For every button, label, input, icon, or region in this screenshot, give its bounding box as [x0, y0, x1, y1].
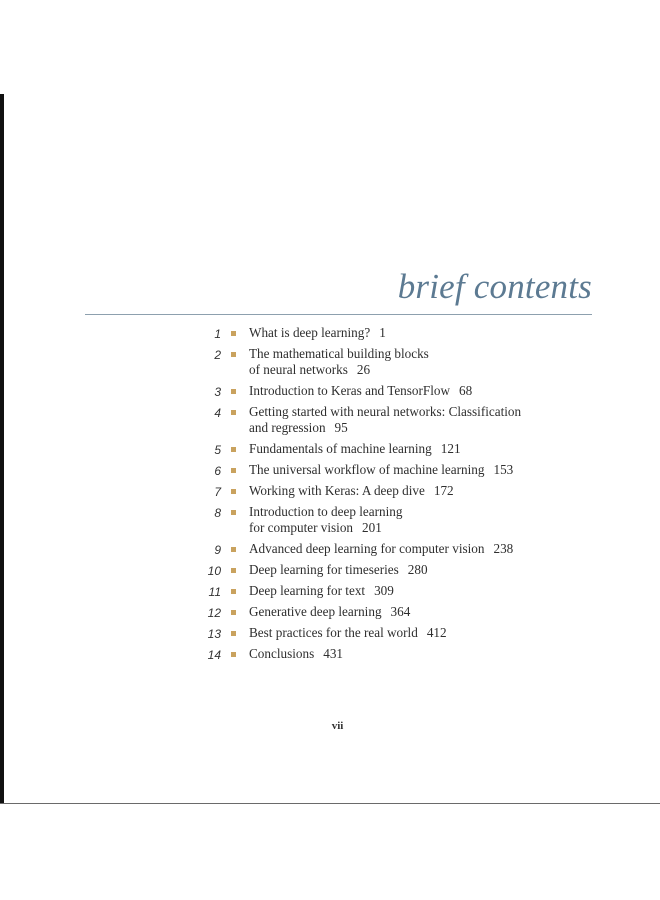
chapter-title-text: for computer vision — [249, 520, 354, 535]
chapter-page-number: 412 — [426, 625, 447, 640]
toc-entry — [194, 562, 594, 578]
bullet-square-icon — [231, 410, 236, 415]
chapter-title — [249, 562, 594, 578]
chapter-title-text: and regression — [249, 420, 326, 435]
chapter-number: 12 — [207, 606, 221, 620]
chapter-title-line — [249, 346, 594, 362]
chapter-number: 7 — [214, 485, 221, 499]
chapter-number: 10 — [207, 564, 221, 578]
table-of-contents — [194, 325, 594, 667]
chapter-title-text: Deep learning for timeseries — [249, 562, 399, 577]
toc-entry — [194, 541, 594, 557]
chapter-title-text: Fundamentals of machine learning — [249, 441, 432, 456]
bullet-square-icon — [231, 652, 236, 657]
chapter-title-text: Introduction to Keras and TensorFlow — [249, 383, 451, 398]
toc-entry — [194, 441, 594, 457]
chapter-title-line — [249, 462, 594, 478]
chapter-title-text: Generative deep learning — [249, 604, 382, 619]
page-number: vii — [331, 720, 344, 732]
toc-entry — [194, 383, 594, 399]
bullet-square-icon — [231, 331, 236, 336]
chapter-number: 14 — [207, 648, 221, 662]
chapter-title-text: Getting started with neural networks: Classification — [249, 404, 522, 419]
page-title: brief contents — [397, 267, 592, 306]
chapter-page-number: 68 — [459, 383, 473, 398]
chapter-number: 9 — [214, 543, 221, 557]
chapter-title-text: of neural networks — [249, 362, 348, 377]
chapter-title-line — [249, 604, 594, 620]
toc-entry — [194, 483, 594, 499]
chapter-number: 13 — [207, 627, 221, 641]
chapter-title-line — [249, 325, 594, 341]
chapter-title-text: Advanced deep learning for computer vision — [249, 541, 485, 556]
bullet-square-icon — [231, 547, 236, 552]
toc-entry — [194, 325, 594, 341]
chapter-title-line — [249, 362, 594, 378]
toc-entry — [194, 504, 594, 536]
page-left-edge — [0, 94, 4, 804]
chapter-page-number: 26 — [356, 362, 371, 377]
chapter-title-line — [249, 583, 594, 599]
chapter-title-line — [249, 562, 594, 578]
chapter-title — [249, 604, 594, 620]
chapter-title — [249, 441, 594, 457]
bullet-square-icon — [231, 352, 236, 357]
chapter-title — [249, 483, 594, 499]
bullet-square-icon — [231, 389, 236, 394]
chapter-title — [249, 504, 594, 536]
bullet-square-icon — [231, 631, 236, 636]
page-bottom-edge — [0, 803, 660, 804]
toc-entry — [194, 583, 594, 599]
chapter-page-number: 172 — [433, 483, 454, 498]
chapter-title — [249, 541, 594, 557]
bullet-square-icon — [231, 510, 236, 515]
chapter-title-text: The universal workflow of machine learning — [249, 462, 485, 477]
chapter-title-line — [249, 420, 594, 436]
chapter-title-text: What is deep learning? — [249, 325, 371, 340]
title-divider — [85, 314, 592, 315]
chapter-page-number: 1 — [379, 325, 386, 340]
chapter-page-number: 238 — [493, 541, 514, 556]
chapter-number: 5 — [214, 443, 221, 457]
chapter-number: 3 — [214, 385, 221, 399]
chapter-title-line — [249, 404, 594, 420]
chapter-page-number: 364 — [390, 604, 411, 619]
chapter-page-number: 201 — [362, 520, 382, 535]
chapter-title — [249, 462, 594, 478]
chapter-title-line — [249, 625, 594, 641]
chapter-title-text: Introduction to deep learning — [249, 504, 403, 519]
chapter-title-line — [249, 441, 594, 457]
chapter-title — [249, 646, 594, 662]
toc-entry — [194, 625, 594, 641]
chapter-number: 2 — [214, 348, 221, 362]
bullet-square-icon — [231, 589, 236, 594]
chapter-page-number: 309 — [374, 583, 394, 598]
chapter-number: 11 — [208, 585, 221, 599]
bullet-square-icon — [231, 568, 236, 573]
chapter-title-line — [249, 483, 594, 499]
chapter-title — [249, 583, 594, 599]
chapter-title — [249, 383, 594, 399]
chapter-page-number: 431 — [323, 646, 343, 661]
chapter-title — [249, 346, 594, 378]
toc-entry — [194, 604, 594, 620]
chapter-title-line — [249, 383, 594, 399]
chapter-title-text: Best practices for the real world — [249, 625, 418, 640]
chapter-title-text: The mathematical building blocks — [249, 346, 429, 361]
chapter-number: 8 — [214, 506, 221, 520]
toc-entry — [194, 404, 594, 436]
chapter-number: 6 — [214, 464, 221, 478]
chapter-title-text: Working with Keras: A deep dive — [249, 483, 425, 498]
chapter-number: 4 — [214, 406, 221, 420]
chapter-page-number: 121 — [440, 441, 461, 456]
toc-entry — [194, 462, 594, 478]
bullet-square-icon — [231, 468, 236, 473]
toc-entry — [194, 346, 594, 378]
chapter-title-line — [249, 646, 594, 662]
bullet-square-icon — [231, 489, 236, 494]
chapter-title-line — [249, 520, 594, 536]
bullet-square-icon — [231, 447, 236, 452]
chapter-title-line — [249, 504, 594, 520]
bullet-square-icon — [231, 610, 236, 615]
toc-entry — [194, 646, 594, 662]
chapter-page-number: 95 — [334, 420, 348, 435]
chapter-title-line — [249, 541, 594, 557]
chapter-title — [249, 625, 594, 641]
chapter-number: 1 — [214, 327, 221, 341]
chapter-title — [249, 325, 594, 341]
chapter-page-number: 280 — [407, 562, 428, 577]
chapter-title — [249, 404, 594, 436]
chapter-title-text: Conclusions — [249, 646, 315, 661]
chapter-title-text: Deep learning for text — [249, 583, 366, 598]
chapter-page-number: 153 — [493, 462, 514, 477]
